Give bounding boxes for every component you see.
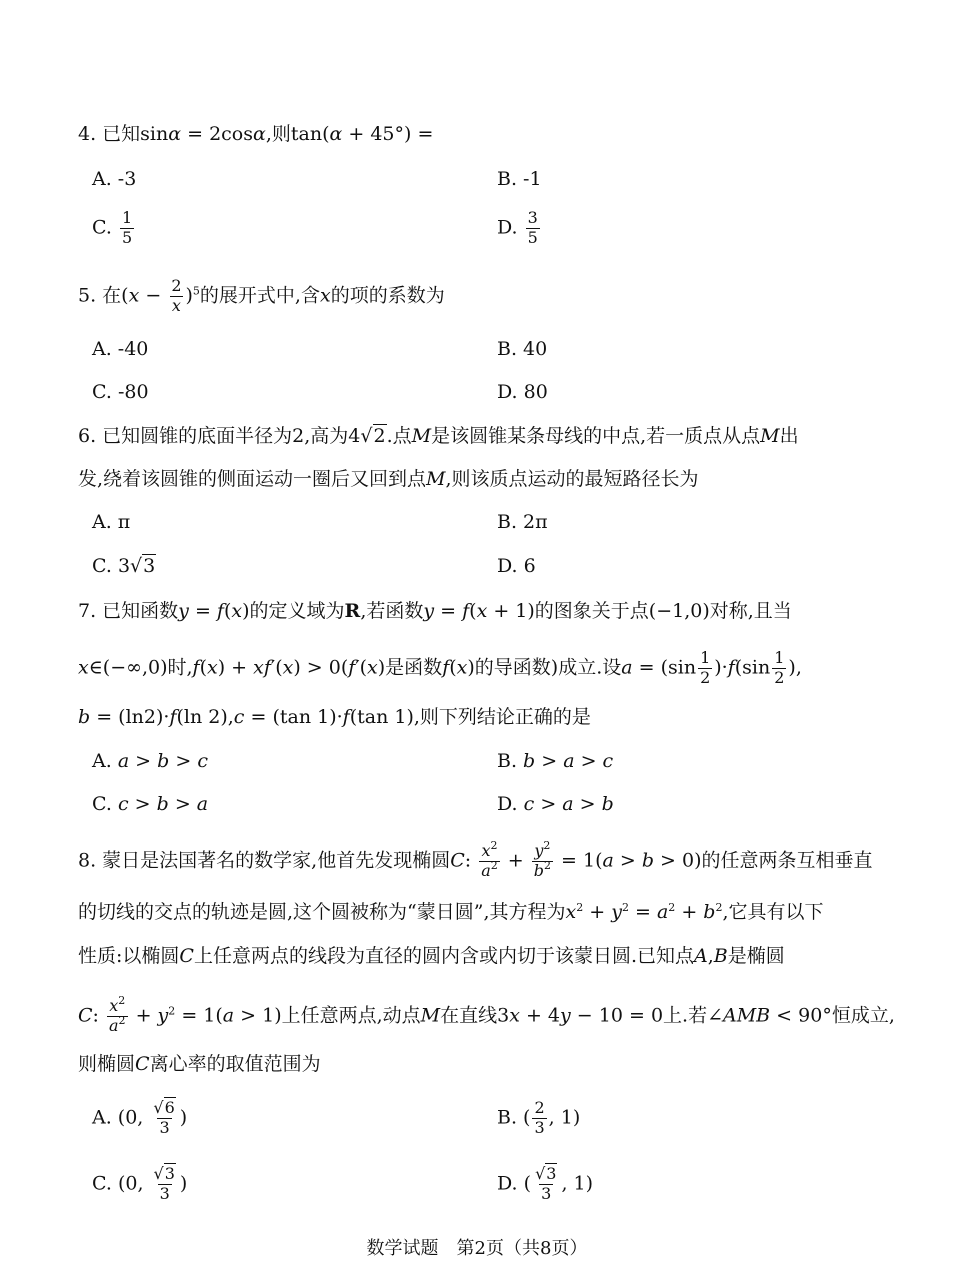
question-7-stem-line-1: 7. 已知函数y = f(x)的定义域为R,若函数y = f(x + 1)的图象关于点(−1,0)对称,且当 [78,600,792,622]
question-7-option-a: A. a > b > c [92,750,208,772]
question-8-stem-line-1: 8. 蒙日是法国著名的数学家,他首先发现椭圆C: $\frac{x^2}{a^2}$ + $\frac{y^2}{b^2}$ = 1(a > b > 0)的任意两条互相垂直 [78,839,873,880]
question-5-stem: 5. 在(x − $\frac{2}{x}$ )$^5$的展开式中,含x的项的系数为 [78,276,445,315]
question-4-option-d: D. $\frac{3}{5}$ [497,208,538,247]
question-6-option-d: D. 6 [497,555,536,577]
question-4-option-c: C. $\frac{1}{5}$ [92,208,133,247]
question-5-option-d: D. 80 [497,381,548,403]
question-5-option-b: B. 40 [497,338,548,360]
question-7-stem-line-3: b = (ln2)·f(ln 2),c = (tan 1)·f(tan 1),则下列结论正确的是 [78,706,591,728]
question-4-option-b: B. -1 [497,168,542,190]
question-8-option-a: A. (0, $\frac{√6}{3}$ ) [92,1098,188,1137]
question-5-option-c: C. -80 [92,381,149,403]
question-5-option-a: A. -40 [92,338,149,360]
question-6-option-a: A. π [92,511,131,533]
question-7-option-b: B. b > a > c [497,750,614,772]
question-8-option-b: B. ( $\frac{2}{3}$ , 1) [497,1098,581,1137]
question-6-option-b: B. 2π [497,511,548,533]
question-7-option-c: C. c > b > a [92,793,209,815]
question-8-stem-line-5: 则椭圆C离心率的取值范围为 [78,1053,321,1075]
question-6-stem-line-2: 发,绕着该圆锥的侧面运动一圈后又回到点M,则该质点运动的最短路径长为 [78,468,699,490]
question-7-stem-line-2: x∈(−∞,0)时,f(x) + xf′(x) > 0(f′(x)是函数f(x)的导函数)成立.设a = (sin $\frac{1}{2}$ )·f(sin $\frac{1}{2}$ ), [78,648,802,687]
question-8-option-d: D. ( $\frac{√3}{3}$ , 1) [497,1164,594,1203]
question-7-option-d: D. c > a > b [497,793,614,815]
question-8-stem-line-2: 的切线的交点的轨迹是圆,这个圆被称为“蒙日圆”,其方程为$x^2 + y^2 = a^2 + b^2$,它具有以下 [78,901,824,923]
question-8-option-c: C. (0, $\frac{√3}{3}$ ) [92,1164,188,1203]
question-4-option-a: A. -3 [92,168,137,190]
question-6-stem-line-1: 6. 已知圆锥的底面半径为2,高为4√2.点M是该圆锥某条母线的中点,若一质点从点M出 [78,425,799,447]
page-footer: 数学试题 第2页（共8页） [366,1238,588,1259]
question-8-stem-line-4: C: $\frac{x^2}{a^2}$ + $y^2 = 1(a > 1)$上任意两点,动点M在直线3x + 4y − 10 = 0上.若∠AMB < 90°恒成立, [78,994,895,1035]
question-8-stem-line-3: 性质:以椭圆C上任意两点的线段为直径的圆内含或内切于该蒙日圆.已知点A,B是椭圆 [78,945,785,967]
question-4-stem: 4. 已知sinα = 2cosα,则tan(α + 45°) = [78,123,434,145]
question-6-option-c: C. 3√3 [92,555,156,577]
